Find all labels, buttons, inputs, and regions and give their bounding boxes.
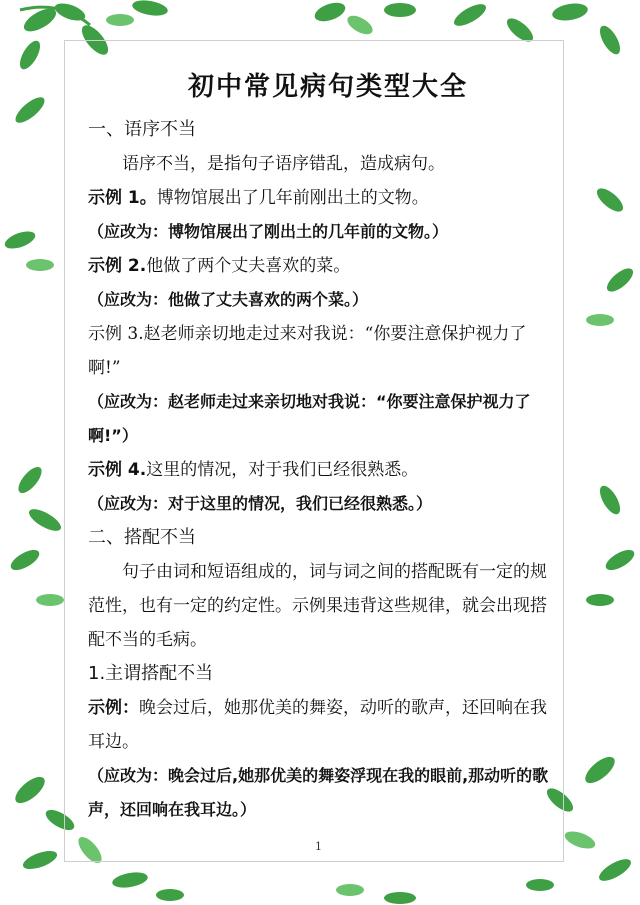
example — [88, 181, 558, 215]
example-label: 示例 2. — [88, 256, 147, 276]
page-title: 初中常见病句类型大全 — [187, 72, 468, 102]
correction: （应改为：晚会过后,她那优美的舞姿浮现在我的眼前,那动听的歌声，还回响在我耳边。） — [88, 766, 549, 819]
example-label: 示例 4. — [88, 460, 147, 480]
example-label: 示例： — [88, 698, 139, 718]
example — [88, 691, 558, 759]
example-label: 示例 1。 — [88, 188, 157, 208]
section-heading: 一、语序不当 — [88, 119, 196, 140]
correction: （应改为：赵老师走过来亲切地对我说：“你要注意保护视力了啊!”） — [88, 392, 531, 445]
paragraph: 句子由词和短语组成的，词与词之间的搭配既有一定的规范性，也有一定的约定性。示例果违背这些规律，就会出现搭配不当的毛病。 — [88, 562, 547, 650]
section-heading: 二、搭配不当 — [88, 527, 196, 548]
page-number: 1 — [315, 840, 322, 853]
document-body — [88, 66, 558, 827]
correction: （应改为：博物馆展出了刚出土的几年前的文物。） — [88, 222, 449, 241]
example — [88, 249, 558, 283]
correction: （应改为：对于这里的情况，我们已经很熟悉。） — [88, 494, 433, 513]
example-text: 这里的情况，对于我们已经很熟悉。 — [146, 460, 419, 480]
subheading: 1.主谓搭配不当 — [88, 663, 214, 684]
example-text: 晚会过后，她那优美的舞姿，动听的歌声，还回响在我耳边。 — [88, 698, 547, 752]
example-text: 博物馆展出了几年前刚出土的文物。 — [156, 188, 429, 208]
correction: （应改为：他做了丈夫喜欢的两个菜。） — [88, 290, 369, 309]
example — [88, 453, 558, 487]
example: 示例 3.赵老师亲切地走过来对我说：“你要注意保护视力了啊!” — [88, 324, 527, 378]
example-text: 他做了两个丈夫喜欢的菜。 — [146, 256, 351, 276]
paragraph: 语序不当，是指句子语序错乱，造成病句。 — [122, 154, 445, 174]
